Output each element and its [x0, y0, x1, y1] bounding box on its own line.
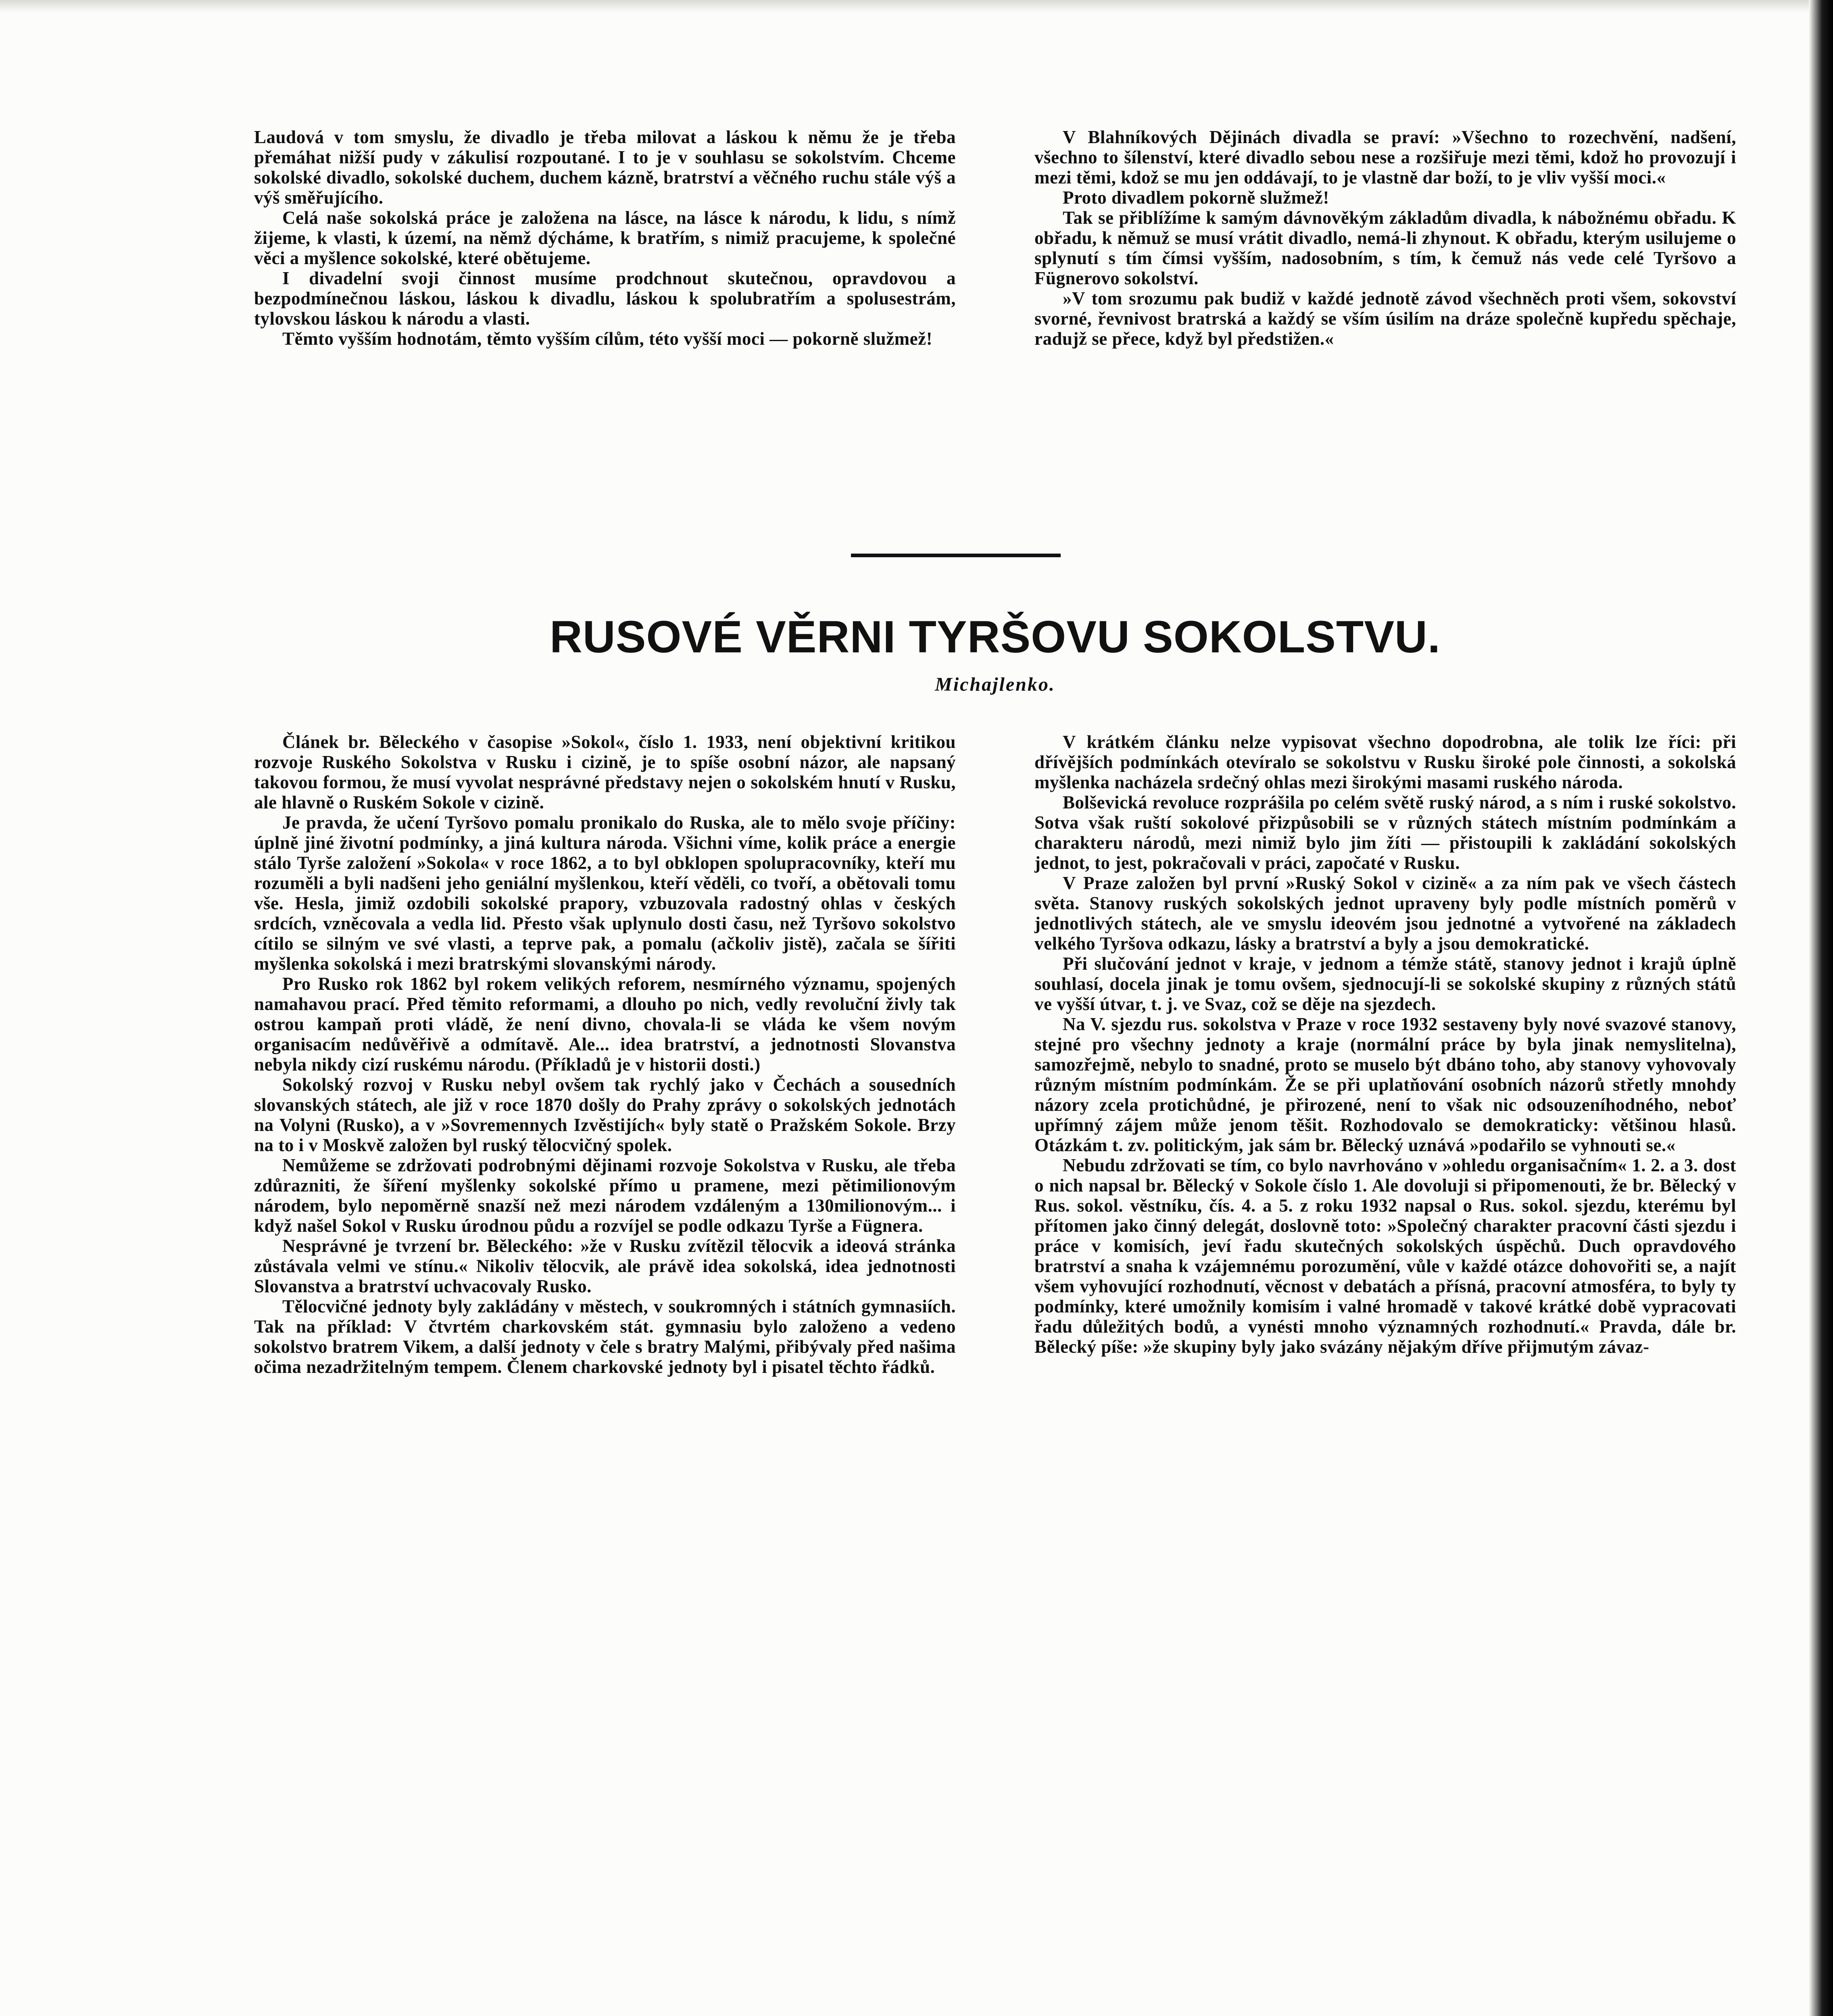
paragraph: Článek br. Běleckého v časopise »Sokol«, číslo 1. 1933, není objektivní kritikou rozvoje Ruského Sokolstva v Rusku i cizině, je to spíše osobní názor, ale napsaný takovou formou, že musí vyvolat nesprávné představy nejen o sokolském hnutí v Rusku, ale hlavně o Ruském Sokole v cizině. [254, 732, 956, 812]
paragraph: V Blahníkových Dějinách divadla se praví: »Všechno to rozechvění, nadšení, všechno to šílenství, které divadlo sebou nese a rozšiřuje mezi těmi, kdož ho provozují i mezi těmi, kdož se mu jen oddávají, to je vlastně dar boží, to je vliv vyšší moci.« [1034, 127, 1736, 187]
article-right-column [1034, 732, 1736, 1357]
paragraph: Tak se přiblížíme k samým dávnověkým základům divadla, k nábožnému obřadu. K obřadu, k němuž se musí vrátit divadlo, nemá-li zhynout. K obřadu, kterým usilujeme o splynutí s tím čímsi vyšším, nadosobním, s tím, k čemuž nás vede celé Tyršovo a Fügnerovo sokolství. [1034, 208, 1736, 288]
paragraph: V krátkém článku nelze vypisovat všechno dopodrobna, ale tolik lze říci: při dřívějších podmínkách otevíralo se sokolstvu v Rusku široké pole činnosti, a sokolská myšlenka nacházela srdečný ohlas mezi širokými masami ruského národa. [1034, 732, 1736, 792]
section-divider [851, 554, 1061, 557]
paragraph: Celá naše sokolská práce je založena na lásce, na lásce k národu, k lidu, s nímž žijeme, k vlasti, k území, na němž dýcháme, k bratřím, s nimiž pracujeme, k společné věci a myšlence sokolské, které obětujeme. [254, 208, 956, 268]
scan-right-edge [1809, 0, 1833, 2016]
paragraph: Sokolský rozvoj v Rusku nebyl ovšem tak rychlý jako v Čechách a sousedních slovanských státech, ale již v roce 1870 došly do Prahy zprávy o sokolských jednotách na Volyni (Rusko), a v »Sovremennych Izvěstijích« byly statě o Pražském Sokole. Brzy na to i v Moskvě založen byl ruský tělocvičný spolek. [254, 1075, 956, 1155]
article-title: RUSOVÉ VĚRNI TYRŠOVU SOKOLSTVU. [549, 612, 1441, 662]
top-left-column [254, 127, 956, 349]
article-author: Michajlenko. [935, 674, 1055, 695]
paragraph: Bolševická revoluce rozprášila po celém světě ruský národ, a s ním i ruské sokolstvo. Sotva však ruští sokolové přizpůsobili se v různých státech místním podmínkám a charakteru národů, mezi nimiž bylo jim žíti — přistoupili k zakládání sokolských jednot, to jest, pokračovali v práci, započaté v Rusku. [1034, 792, 1736, 873]
scan-top-edge [0, 0, 1833, 12]
paragraph: Pro Rusko rok 1862 byl rokem velikých reforem, nesmírného významu, spojených namahavou prací. Před těmito reformami, a dlouho po nich, vedly revoluční živly tak ostrou kampaň proti vládě, že není divno, chovala-li se vláda ke všem novým organisacím nedůvěřivě a odmítavě. Ale... idea bratrství, a jednotnosti Slovanstva nebyla nikdy cizí ruskému národu. (Příkladů je v historii dosti.) [254, 974, 956, 1075]
paragraph: Nemůžeme se zdržovati podrobnými dějinami rozvoje Sokolstva v Rusku, ale třeba zdůrazniti, že šíření myšlenky sokolské přímo u pramene, mezi pětimilionovým národem, bylo nepoměrně snazší než mezi národem vzdáleným a 130milionovým... i když našel Sokol v Rusku úrodnou půdu a rozvíjel se podle odkazu Tyrše a Fügnera. [254, 1155, 956, 1236]
paragraph: Při slučování jednot v kraje, v jednom a témže státě, stanovy jednot i krajů úplně souhlasí, docela jinak je tomu ovšem, sjednocují-li se sokolské skupiny z různých států ve vyšší útvar, t. j. ve Svaz, což se děje na sjezdech. [1034, 954, 1736, 1014]
top-right-column [1034, 127, 1736, 349]
paragraph: Proto divadlem pokorně služmež! [1063, 187, 1329, 208]
paragraph: Tělocvičné jednoty byly zakládány v městech, v soukromných i státních gymnasiích. Tak na příklad: V čtvrtém charkovském stát. gymnasiu bylo založeno a vedeno sokolstvo bratrem Vikem, a další jednoty v čele s bratry Malými, přibývaly před našima očima nezadržitelným tempem. Členem charkovské jednoty byl i pisatel těchto řádků. [254, 1296, 956, 1377]
article-left-column [254, 732, 956, 1377]
paragraph: Na V. sjezdu rus. sokolstva v Praze v roce 1932 sestaveny byly nové svazové stanovy, stejné pro všechny jednoty a kraje (normální práce by byla jinak nemyslitelna), samozřejmě, nebylo to snadné, proto se muselo být dbáno toho, aby stanovy vyhovovaly různým místním podmínkám. Že se při uplatňování osobních názorů střetly mnohdy názory zcela protichůdné, je přirozené, není to však nic odsouzeníhodného, neboť upřímný zájem může jenom těšit. Rozhodovalo se demokraticky: většinou hlasů. Otázkám t. zv. politickým, jak sám br. Bělecký uznává »podařilo se vyhnouti se.« [1034, 1014, 1736, 1155]
paragraph: Je pravda, že učení Tyršovo pomalu pronikalo do Ruska, ale to mělo svoje příčiny: úplně jiné životní podmínky, a jiná kultura národa. Všichni víme, kolik práce a energie stálo Tyrše založení »Sokola« v roce 1862, a to byl obklopen spolupracovníky, kteří mu rozuměli a byli nadšeni jeho geniální myšlenkou, kteří věděli, co tvoří, a obětovali tomu vše. Hesla, jimiž ozdobili sokolské prapory, vzbuzovala radostný ohlas v českých srdcích, vzněcovala a vedla lid. Přesto však uplynulo dosti času, než Tyršovo sokolstvo cítilo se silným ve své vlasti, a teprve pak, a pomalu (ačkoliv jistě), začala se šířiti myšlenka sokolská i mezi bratrskými slovanskými národy. [254, 812, 956, 974]
paragraph: »V tom srozumu pak budiž v každé jednotě závod všechněch proti všem, sokovství svorné, řevnivost bratrská a každý se vším úsilím na dráze společně kupředu spěchaje, radujž se přece, když byl předstižen.« [1034, 288, 1736, 349]
paragraph: I divadelní svoji činnost musíme prodchnout skutečnou, opravdovou a bezpodmínečnou láskou, láskou k divadlu, láskou k spolubratřím a spolusestrám, tylovskou láskou k národu a vlasti. [254, 268, 956, 329]
paragraph: V Praze založen byl první »Ruský Sokol v cizině« a za ním pak ve všech částech světa. Stanovy ruských sokolských jednot upraveny byly podle místních poměrů v jednotlivých státech, ale ve smyslu ideovém jsou jednotné a vytvořené na základech velkého Tyršova odkazu, lásky a bratrství a byly a jsou demokratické. [1034, 873, 1736, 954]
paragraph: Těmto vyšším hodnotám, těmto vyšším cílům, této vyšší moci — pokorně služmež! [282, 329, 933, 349]
paragraph: Laudová v tom smyslu, že divadlo je třeba milovat a láskou k němu že je třeba přemáhat nižší pudy v zákulisí rozpoutané. I to je v souhlasu se sokolstvím. Chceme sokolské divadlo, sokolské duchem, duchem kázně, bratrství a věčného ruchu stále výš a výš směřujícího. [254, 127, 956, 208]
paragraph: Nebudu zdržovati se tím, co bylo navrhováno v »ohledu organisačním« 1. 2. a 3. dost o nich napsal br. Bělecký v Sokole číslo 1. Ale dovoluji si připomenouti, že br. Bělecký v Rus. sokol. věstníku, čís. 4. a 5. z roku 1932 napsal o Rus. sokol. sjezdu, kterému byl přítomen jako činný delegát, doslovně toto: »Společný charakter pracovní části sjezdu i práce v komisích, jeví řadu skutečných sokolských úspěchů. Duch opravdového bratrství a snaha k vzájemnému porozumění, vůle v každé otázce dohovořiti se, a najít všem vyhovující rozhodnutí, věcnost v debatách a přísná, pracovní atmosféra, to byly ty podmínky, které umožnily komisím i valné hromadě v takové krátké době vypracovati řadu důležitých bodů, a vynésti mnoho významných rozhodnutí.« Pravda, dále br. Bělecký píše: »že skupiny byly jako svázány nějakým dříve přijmutým závaz- [1034, 1155, 1736, 1357]
paragraph: Nesprávné je tvrzení br. Běleckého: »že v Rusku zvítězil tělocvik a ideová stránka zůstávala velmi ve stínu.« Nikoliv tělocvik, ale právě idea sokolská, idea jednotnosti Slovanstva a bratrství uchvacovaly Rusko. [254, 1236, 956, 1296]
